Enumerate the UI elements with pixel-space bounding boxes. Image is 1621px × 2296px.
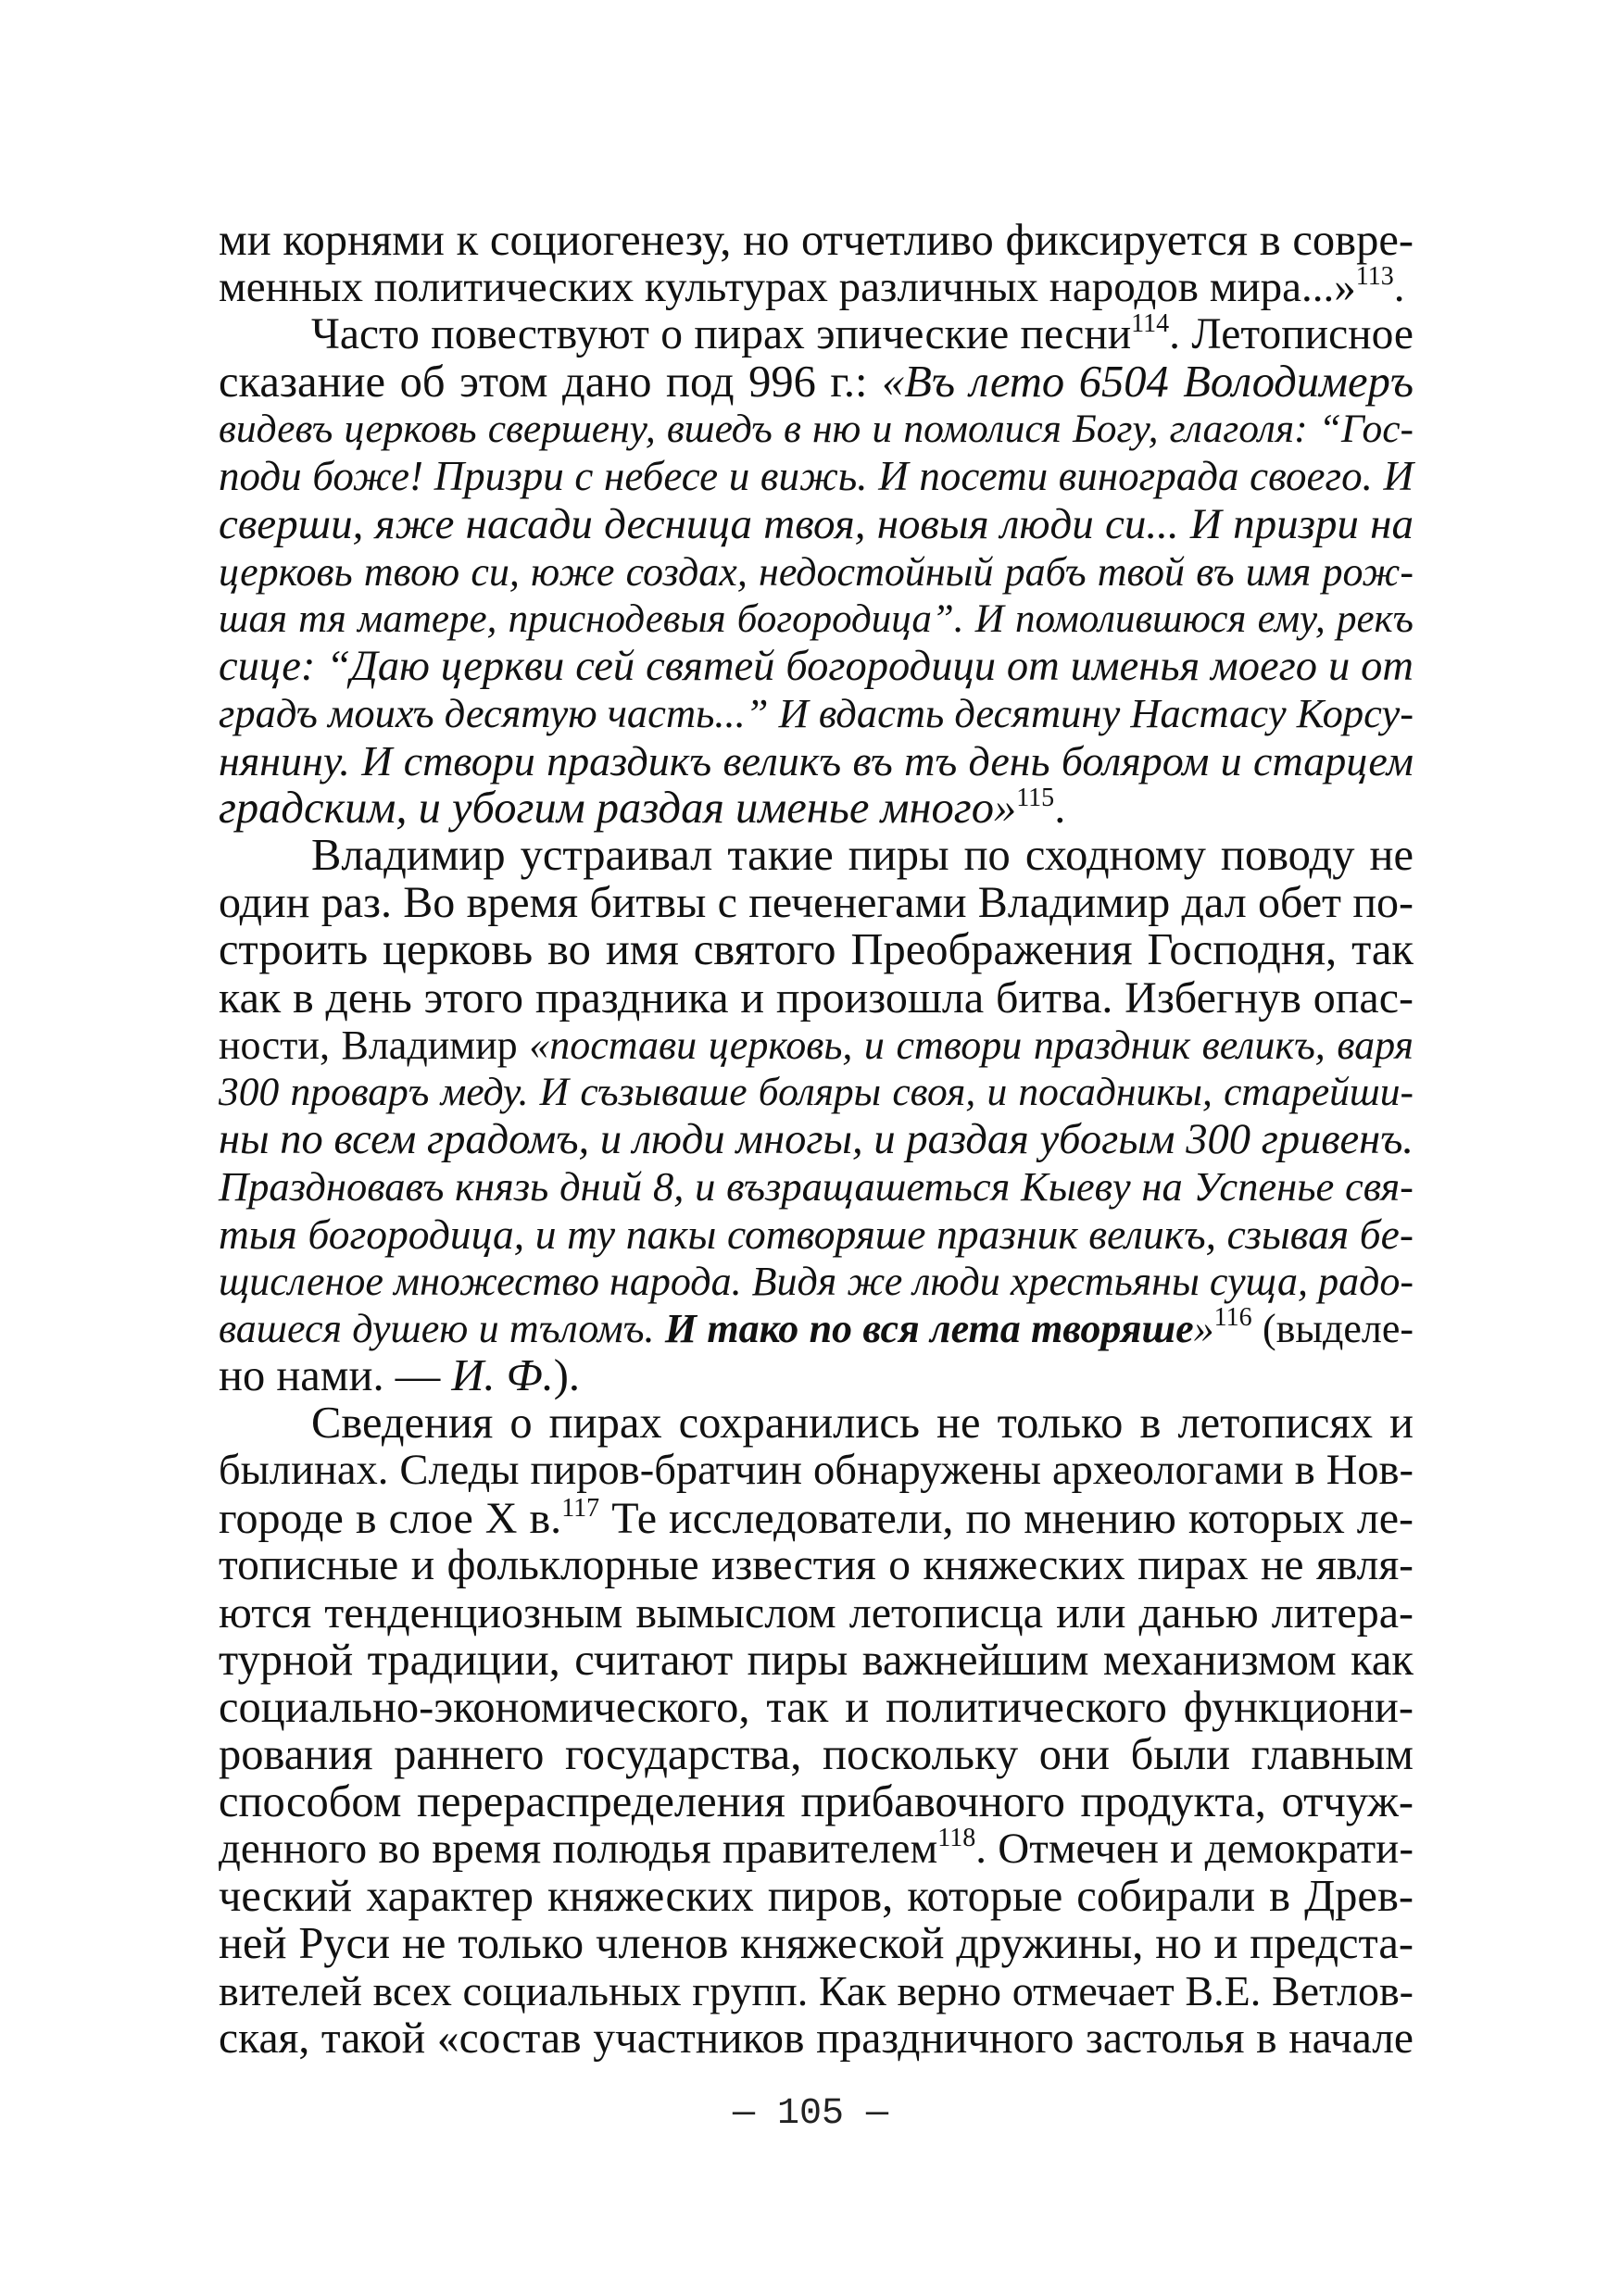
footnote-ref: 113 xyxy=(1355,262,1394,292)
body-text: . xyxy=(1393,263,1405,312)
quoted-text: сице: “Даю церкви сей святей богородици от именья моего и от xyxy=(219,642,1414,690)
text-line xyxy=(219,501,1414,548)
footnote-ref: 114 xyxy=(1131,309,1170,339)
text-line xyxy=(219,1778,1414,1826)
text-line xyxy=(219,1305,1414,1352)
body-text: вителей всех социальных групп. Как верно отмечает В.Е. Ветлов- xyxy=(219,1967,1414,2015)
quoted-text: тыя богородица, и ту пакы сотворяше празник великъ, сзывая бе- xyxy=(219,1210,1414,1258)
body-text: городе в слое Х в. xyxy=(219,1493,562,1543)
body-text: ческий характер княжеских пиров, которые собирали в Древ- xyxy=(219,1872,1414,1922)
text-line xyxy=(219,358,1414,406)
quoted-text: Праздновавъ князь дний 8, и възращашеться Кыеву на Успенье свя- xyxy=(219,1162,1414,1210)
body-text: Владимир устраивал такие пиры по сходному поводу не xyxy=(311,831,1414,881)
body-text: турной традиции, считают пиры важнейшим механизмом как xyxy=(219,1635,1414,1685)
text-line xyxy=(219,1589,1414,1637)
body-text: рования раннего государства, поскольку они были главным xyxy=(219,1730,1414,1779)
text-line xyxy=(219,1495,1414,1542)
body-text: Часто повествуют о пирах эпические песни xyxy=(311,310,1132,359)
text-line xyxy=(219,1826,1414,1873)
body-text: Те исследователи, по мнению которых ле- xyxy=(599,1493,1414,1543)
text-line xyxy=(219,406,1414,453)
body-text: . xyxy=(1054,784,1066,834)
footnote-ref: 116 xyxy=(1213,1303,1252,1333)
footnote-ref: 117 xyxy=(561,1493,600,1523)
text-line xyxy=(219,1069,1414,1116)
body-text: социально-экономического, так и политического функциони- xyxy=(219,1682,1414,1732)
text-line xyxy=(219,1967,1414,2014)
body-text: менных политических культурах различных народов мира...» xyxy=(219,263,1356,312)
page-number: — 105 — xyxy=(732,2093,889,2135)
footnote-ref: 118 xyxy=(937,1824,976,1853)
text-line xyxy=(219,1447,1414,1494)
body-text: один раз. Во время битвы с печенегами Владимир дал обет по- xyxy=(219,878,1414,928)
body-text: Сведения о пирах сохранились не только в летописях и xyxy=(311,1399,1414,1449)
body-text: способом перераспределения прибавочного продукта, отчуж- xyxy=(219,1777,1414,1827)
text-line xyxy=(219,784,1414,832)
text-line xyxy=(219,311,1414,358)
quoted-text: щисленое множество народа. Видя же люди хрестьяны суща, радо- xyxy=(219,1259,1414,1305)
body-text: ми корнями к социогенезу, но отчетливо фиксируется в совре- xyxy=(219,216,1414,265)
body-text: ская, такой «состав участников праздничного застолья в начале xyxy=(219,2014,1414,2063)
text-line xyxy=(219,1163,1414,1211)
text-line xyxy=(219,1542,1414,1589)
quoted-text: ны по всем градомъ, и люди многы, и раздая убогым 300 гривенъ. xyxy=(219,1115,1414,1163)
text-line xyxy=(219,548,1414,596)
footnote-ref: 115 xyxy=(1016,784,1055,813)
text-line xyxy=(219,1258,1414,1305)
text-line xyxy=(219,1920,1414,1967)
body-text: строить церковь во имя святого Преображения Господня, так xyxy=(219,925,1414,975)
text-line xyxy=(219,1873,1414,1920)
quoted-text: «постави церковь, и створи праздник великъ, варя xyxy=(529,1022,1414,1068)
quoted-text: И тако по вся лета творяше xyxy=(664,1306,1194,1352)
body-text: ). xyxy=(553,1351,581,1401)
quoted-text: » xyxy=(1193,1306,1214,1352)
text-line xyxy=(219,832,1414,879)
body-text: денного во время полюдья правителем xyxy=(219,1825,938,1874)
text-line xyxy=(219,1211,1414,1258)
text-line xyxy=(219,1731,1414,1778)
body-text: ются тенденциозным вымыслом летописца или данью литера- xyxy=(219,1587,1414,1637)
text-line xyxy=(219,264,1414,311)
body-text: как в день этого праздника и произошла битва. Избегнув опас- xyxy=(219,972,1414,1023)
quoted-text: вашеся душею и тъломъ. xyxy=(219,1306,665,1352)
text-line xyxy=(219,643,1414,690)
quoted-text: нянину. И створи праздикъ великъ въ тъ день боляром и старцем xyxy=(219,737,1414,785)
text-line xyxy=(219,974,1414,1022)
text-line xyxy=(219,926,1414,973)
text-line xyxy=(219,1637,1414,1684)
text-line xyxy=(219,596,1414,643)
quoted-text: «Въ лето 6504 Володимеръ xyxy=(882,358,1414,408)
quoted-text: шая тя матере, приснодевыя богородица”. И помолившюся ему, рекъ xyxy=(219,596,1414,641)
text-line xyxy=(219,737,1414,784)
body-text: но нами. — xyxy=(219,1351,452,1401)
body-text: (выделе- xyxy=(1251,1306,1414,1352)
body-text: ней Руси не только членов княжеской дружины, но и предста- xyxy=(219,1919,1414,1969)
text-line xyxy=(219,453,1414,500)
quoted-text: градским, и убогим раздая именье много» xyxy=(219,784,1017,834)
quoted-text: И. Ф. xyxy=(451,1351,554,1401)
body-text: . Отмечен и демократи- xyxy=(975,1825,1414,1874)
quoted-text: церковь твою си, юже создах, недостойный рабъ твой въ имя рож- xyxy=(219,548,1414,595)
quoted-text: поди боже! Призри с небесе и вижь. И посети винограда своего. И xyxy=(219,453,1414,500)
text-line xyxy=(219,1116,1414,1163)
text-line xyxy=(219,2015,1414,2063)
body-text: . Летописное xyxy=(1169,310,1414,359)
body-text: былинах. Следы пиров-братчин обнаружены археологами в Нов- xyxy=(219,1447,1414,1495)
quoted-text: сверши, яже насади десница твоя, новыя люди си... И призри на xyxy=(219,499,1414,548)
body-text: тописные и фольклорные известия о княжеских пирах не явля- xyxy=(219,1540,1414,1589)
text-line xyxy=(219,1684,1414,1731)
text-line xyxy=(219,1399,1414,1447)
page-text xyxy=(219,217,1414,2063)
quoted-text: видевъ церковь свершену, вшедъ в ню и помолися Богу, глаголя: “Гос- xyxy=(219,407,1414,452)
body-text: ности, Владимир xyxy=(219,1022,530,1068)
text-line xyxy=(219,690,1414,737)
quoted-text: 300 проваръ меду. И съзываше боляры своя, и посадникы, старейши- xyxy=(219,1069,1414,1114)
text-line xyxy=(219,217,1414,264)
text-line xyxy=(219,1022,1414,1069)
quoted-text: градъ моихъ десятую часть...” И вдасть десятину Настасу Корсу- xyxy=(219,689,1414,736)
text-line xyxy=(219,1352,1414,1399)
body-text: сказание об этом дано под 996 г.: xyxy=(219,358,882,408)
text-line xyxy=(219,879,1414,926)
